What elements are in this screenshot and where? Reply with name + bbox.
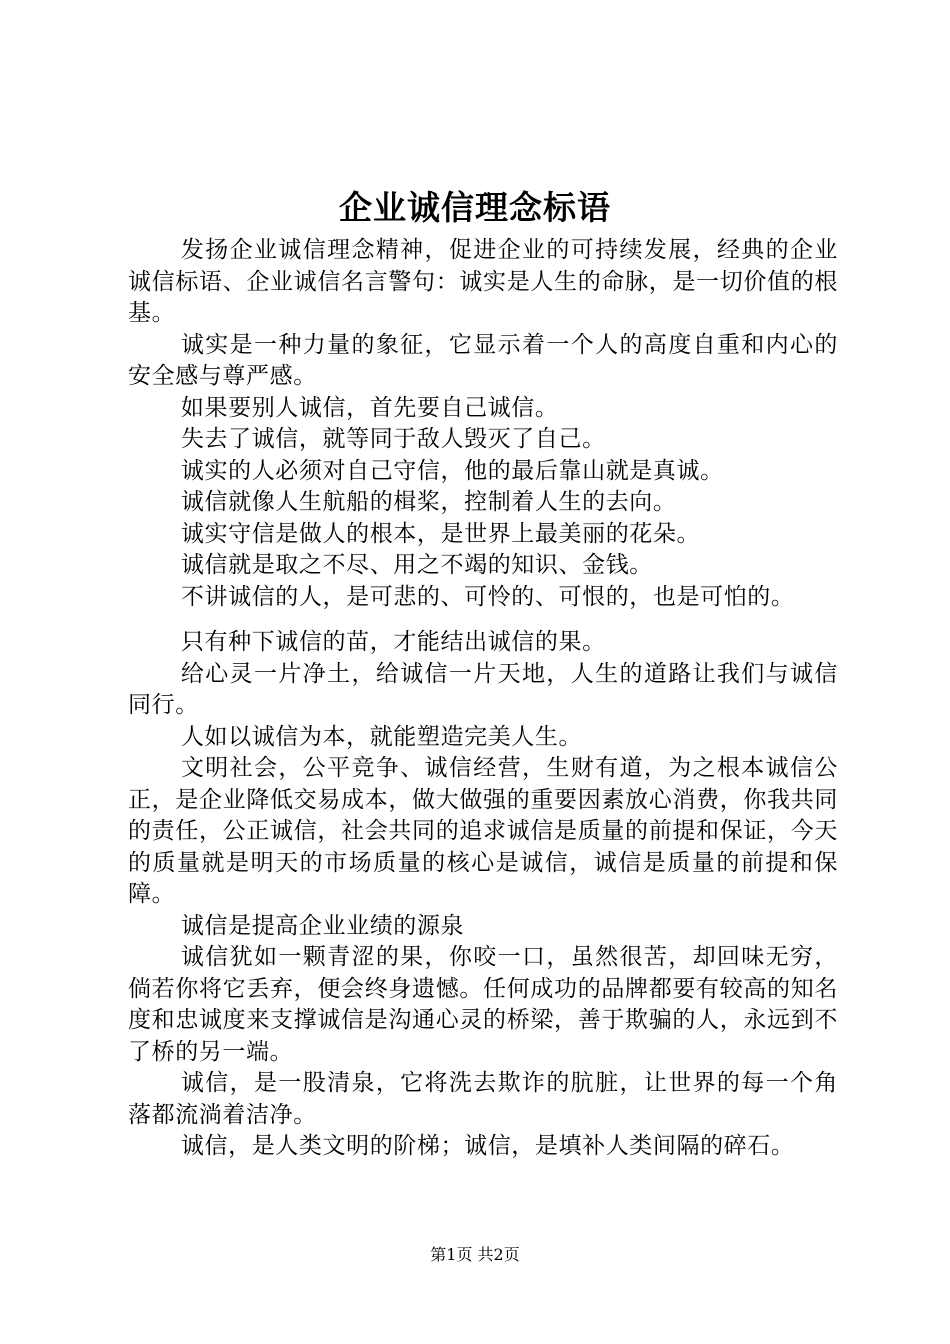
paragraph: 诚信，是一股清泉，它将洗去欺诈的肮脏，让世界的每一个角落都流淌着洁净。	[128, 1070, 838, 1128]
paragraph: 给心灵一片净土，给诚信一片天地，人生的道路让我们与诚信同行。	[128, 660, 838, 718]
paragraph: 人如以诚信为本，就能塑造完美人生。	[180, 723, 583, 750]
paragraph: 诚信，是人类文明的阶梯；诚信，是填补人类间隔的碎石。	[180, 1133, 795, 1159]
paragraph: 只有种下诚信的苗，才能结出诚信的果。	[180, 629, 606, 655]
paragraph: 文明社会，公平竞争、诚信经营，生财有道，为之根本诚信公正，是企业降低交易成本，做大做强的重要因素放心消费，你我共同的责任，公正诚信，社会共同的追求诚信是质量的前提和保证，今天的质量就是明天的市场质量的核心是诚信，诚信是质量的前提和保障。	[128, 755, 838, 907]
paragraph: 诚实是一种力量的象征，它显示着一个人的高度自重和内心的安全感与尊严感。	[128, 331, 838, 389]
document-body	[128, 235, 838, 1163]
page-footer: 第1页 共2页	[430, 1245, 520, 1264]
paragraph: 如果要别人诚信，首先要自己诚信。	[180, 394, 559, 421]
paragraph: 发扬企业诚信理念精神，促进企业的可持续发展，经典的企业诚信标语、企业诚信名言警句：诚实是人生的命脉，是一切价值的根基。	[128, 237, 838, 326]
paragraph: 诚信就是取之不尽、用之不竭的知识、金钱。	[180, 552, 653, 578]
paragraph: 诚信就像人生航船的楫桨，控制着人生的去向。	[180, 489, 677, 515]
paragraph: 诚信犹如一颗青涩的果，你咬一口，虽然很苦，却回味无穷，倘若你将它丢弃，便会终身遗憾。任何成功的品牌都要有较高的知名度和忠诚度来支撑诚信是沟通心灵的桥梁，善于欺骗的人，永远到不了桥的另一端。	[128, 944, 838, 1065]
paragraph: 诚信是提高企业业绩的源泉	[180, 912, 465, 939]
paragraph: 不讲诚信的人，是可悲的、可怜的、可恨的，也是可怕的。	[180, 583, 795, 610]
paragraph: 失去了诚信，就等同于敌人毁灭了自己。	[180, 426, 606, 452]
paragraph: 诚实的人必须对自己守信，他的最后靠山就是真诚。	[180, 457, 724, 484]
document-title: 企业诚信理念标语	[339, 188, 611, 227]
paragraph: 诚实守信是做人的根本，是世界上最美丽的花朵。	[180, 520, 701, 547]
